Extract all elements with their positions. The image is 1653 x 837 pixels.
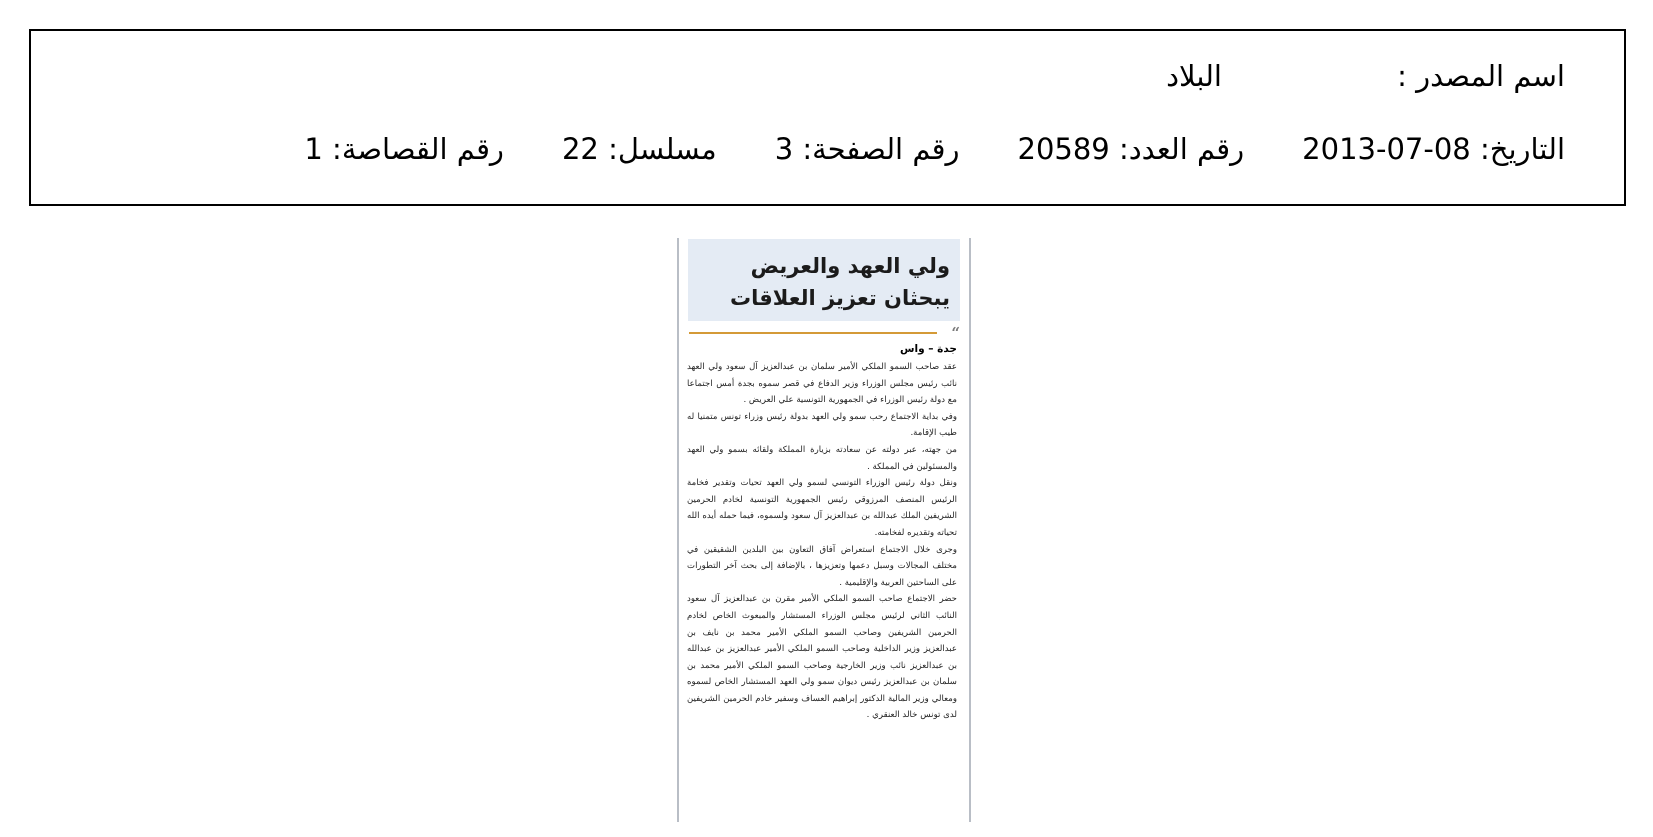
article-headline xyxy=(730,250,950,314)
article-paragraph: وجرى خلال الاجتماع استعراض آفاق التعاون بين البلدين الشقيقين في مختلف المجالات وسبل دعمها وتعزيزها ، بالإضافة إلى بحث آخر التطورات على الساحتين العربية والإقليمية . xyxy=(687,544,957,588)
issue-number-field: رقم العدد: 20589 xyxy=(1017,132,1245,166)
source-info-box xyxy=(29,29,1626,206)
metadata-line xyxy=(304,131,1565,167)
article-paragraph: ونقل دولة رئيس الوزراء التونسي لسمو ولي العهد تحيات وتقدير فخامة الرئيس المنصف المرزوقي رئيس الجمهورية التونسية لخادم الحرمين الشريفين الملك عبدالله بن عبدالعزيز آل سعود ولسموه، فيما حمله أيده الله تحياته وتقديره لفخامته. xyxy=(687,478,957,538)
newspaper-clipping xyxy=(677,238,971,822)
date-field: التاريخ: 08-07-2013 xyxy=(1302,132,1565,166)
page-number-field: رقم الصفحة: 3 xyxy=(774,132,960,166)
headline-divider xyxy=(689,332,937,334)
article-dateline: جدة – واس xyxy=(899,343,957,355)
source-label: اسم المصدر : xyxy=(1397,59,1565,93)
clipping-number-field: رقم القصاصة: 1 xyxy=(304,132,504,166)
article-paragraph: عقد صاحب السمو الملكي الأمير سلمان بن عبدالعزيز آل سعود ولي العهد نائب رئيس مجلس الوزراء وزير الدفاع في قصر سموه بجدة أمس اجتماعا مع دولة رئيس الوزراء في الجمهورية التونسية علي العريض . xyxy=(687,362,957,406)
article-paragraph: حضر الاجتماع صاحب السمو الملكي الأمير مقرن بن عبدالعزيز آل سعود النائب الثاني لرئيس مجلس الوزراء المستشار والمبعوث الخاص لخادم الحرمين الشريفين وصاحب السمو الملكي الأمير محمد بن نايف بن عبدالعزيز وزير الداخلية وصاحب السمو الملكي الأمير عبدالعزيز بن عبدالله بن عبدالعزيز نائب وزير الخارجية وصاحب السمو الملكي الأمير محمد بن سلمان بن عبدالعزيز رئيس ديوان سمو ولي العهد المستشار الخاص لسموه ومعالي وزير المالية الدكتور إبراهيم العساف وسفير خادم الحرمين الشريفين لدى تونس خالد العنقري . xyxy=(687,594,957,721)
quote-mark-icon: “ xyxy=(951,324,960,342)
article-body xyxy=(687,359,957,724)
headline-line-1: ولي العهد والعريض xyxy=(750,254,950,278)
source-value: البلاد xyxy=(1166,59,1222,93)
article-paragraph: من جهته، عبر دولته عن سعادته بزيارة المملكة ولقائه بسمو ولي العهد والمسئولين في المملكة . xyxy=(687,444,957,472)
headline-banner xyxy=(688,239,960,321)
serial-field: مسلسل: 22 xyxy=(561,132,717,166)
headline-line-2: يبحثان تعزيز العلاقات xyxy=(730,286,950,310)
article-paragraph: وفي بداية الاجتماع رحب سمو ولي العهد بدولة رئيس وزراء تونس متمنيا له طيب الإقامة. xyxy=(687,411,957,439)
